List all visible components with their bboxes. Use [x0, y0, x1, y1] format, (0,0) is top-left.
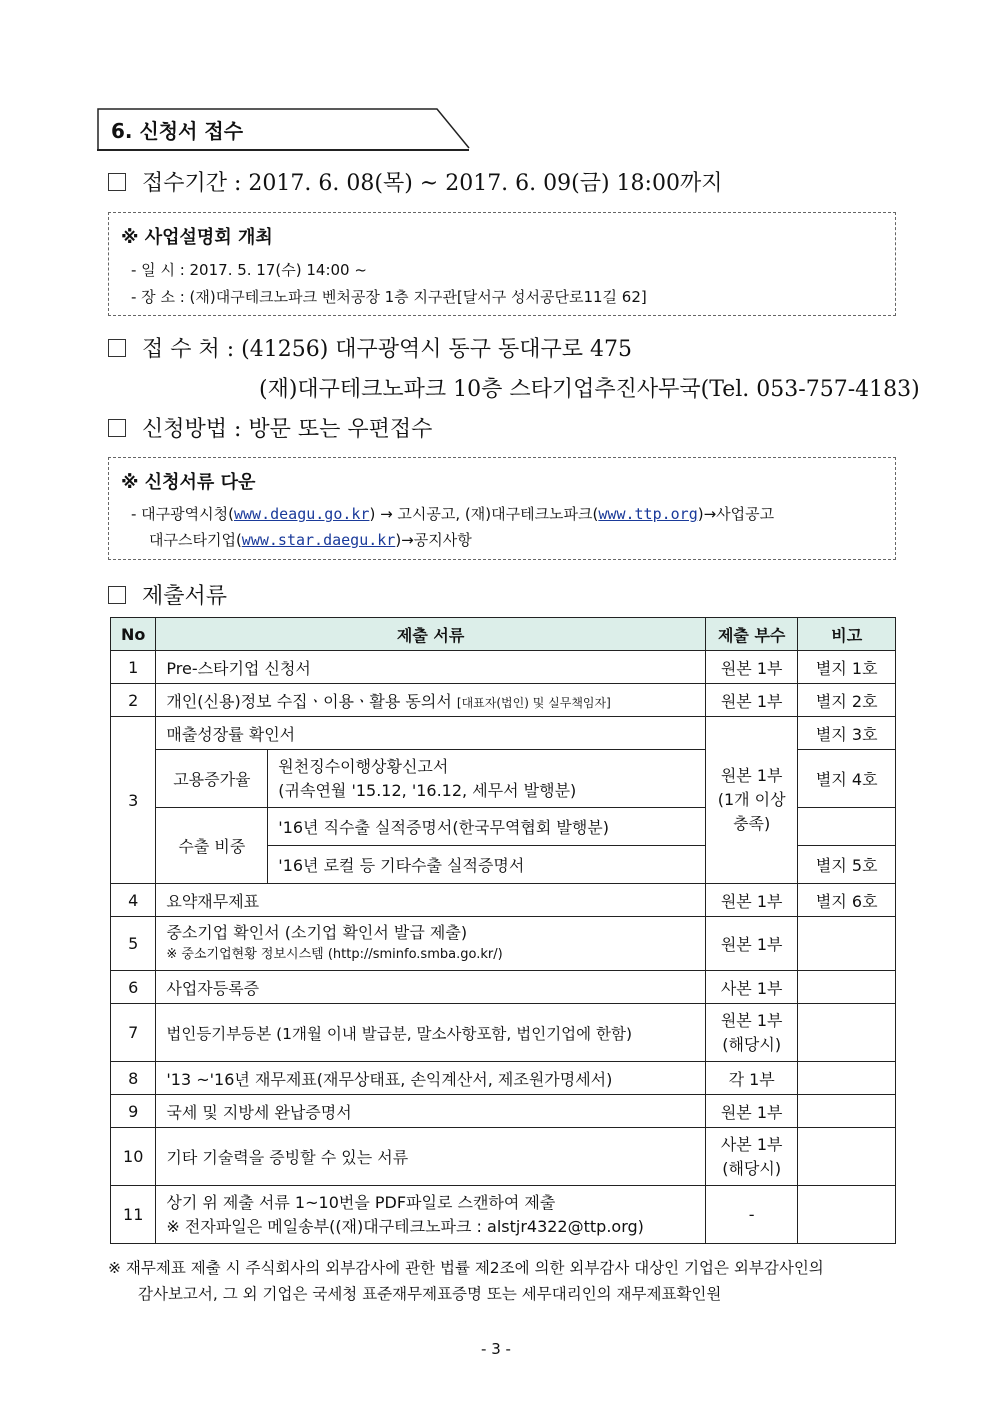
briefing-box: [108, 212, 896, 316]
row-note: 별지 1호: [798, 651, 896, 684]
copies-line: 사본 1부: [720, 1134, 783, 1154]
row-doc: 기타 기술력을 증빙할 수 있는 서류: [156, 1128, 705, 1186]
row-copies: 원본 1부: [705, 884, 798, 917]
row-sublabel: 고용증가율: [156, 750, 268, 808]
row-note: [798, 917, 896, 971]
page-number: - 3 -: [481, 1340, 511, 1358]
table-row: [111, 1062, 896, 1095]
row-note: [798, 1128, 896, 1186]
briefing-date: - 일 시 : 2017. 5. 17(수) 14:00 ~: [131, 261, 367, 279]
row-doc: '16년 직수출 실적증명서(한국무역협회 발행분): [268, 808, 706, 846]
star-link[interactable]: www.star.daegu.kr: [241, 531, 396, 549]
table-row: [111, 1095, 896, 1128]
copies-line: (해당시): [722, 1034, 782, 1054]
checkbox-square-icon: [108, 339, 126, 357]
row-doc-small: [대표자(법인) 및 실무책임자]: [456, 695, 611, 710]
row-no: 4: [111, 884, 156, 917]
row-doc-line: 상기 위 제출 서류 1~10번을 PDF파일로 스캔하여 제출: [166, 1192, 556, 1212]
header-copies: 제출 부수: [705, 618, 798, 651]
row-copies: 사본 1부: [705, 971, 798, 1004]
row-copies: 원본 1부: [705, 684, 798, 717]
table-row: [111, 651, 896, 684]
row-copies: 원본 1부: [705, 917, 798, 971]
row-no: 5: [111, 917, 156, 971]
ttp-link[interactable]: www.ttp.org: [598, 505, 698, 523]
download-text: )→공지사항: [395, 531, 472, 549]
table-row: [111, 1004, 896, 1062]
method-item: [108, 412, 432, 443]
header-note: 비고: [798, 618, 896, 651]
footnote-line-2: 감사보고서, 그 외 기업은 국세청 표준재무제표증명 또는 세무대리인의 재무제표확인원: [138, 1285, 722, 1303]
row-doc: [156, 684, 705, 717]
row-note: [798, 1004, 896, 1062]
row-no: 10: [111, 1128, 156, 1186]
row-no: 9: [111, 1095, 156, 1128]
row-doc: 요약재무제표: [156, 884, 705, 917]
checkbox-square-icon: [108, 173, 126, 191]
deagu-link[interactable]: www.deagu.go.kr: [233, 505, 370, 523]
row-note: [798, 808, 896, 846]
period-item: [108, 166, 722, 197]
row-doc-line: 중소기업 확인서 (소기업 확인서 발급 제출): [166, 922, 468, 942]
section-title: 6. 신청서 접수: [111, 119, 244, 143]
reception-office: (재)대구테크노파크 10층 스타기업추진사무국(Tel. 053-757-4183): [259, 377, 920, 402]
row-doc-text: 개인(신용)정보 수집ㆍ이용ㆍ활용 동의서: [166, 691, 452, 711]
row-copies: [705, 1004, 798, 1062]
row-no: 11: [111, 1186, 156, 1244]
download-line-1: [131, 503, 774, 524]
row-no: 7: [111, 1004, 156, 1062]
download-text: ) → 고시공고, (재)대구테크노파크(: [369, 505, 599, 523]
download-title: ※ 신청서류 다운: [121, 472, 256, 493]
footnote: [108, 1255, 908, 1307]
table-header-row: [111, 618, 896, 651]
copies-line: (1개 이상: [717, 790, 786, 809]
checkbox-square-icon: [108, 419, 126, 437]
row-doc: [268, 750, 706, 808]
download-box: [108, 457, 896, 560]
row-doc: 국세 및 지방세 완납증명서: [156, 1095, 705, 1128]
row-note: 별지 6호: [798, 884, 896, 917]
row-note: 별지 4호: [798, 750, 896, 808]
header-doc: 제출 서류: [156, 618, 705, 651]
copies-line: (해당시): [722, 1158, 782, 1178]
table-row: [111, 884, 896, 917]
row-doc: 사업자등록증: [156, 971, 705, 1004]
row-note: 별지 3호: [798, 717, 896, 750]
checkbox-square-icon: [108, 586, 126, 604]
row-doc: Pre-스타기업 신청서: [156, 651, 705, 684]
section-title-box: [97, 108, 472, 152]
row-doc: 매출성장률 확인서: [156, 717, 705, 750]
row-no: 6: [111, 971, 156, 1004]
table-row: [111, 971, 896, 1004]
row-doc-line: 원천징수이행상황신고서: [278, 756, 449, 776]
row-note: 별지 5호: [798, 846, 896, 884]
row-note: [798, 1062, 896, 1095]
table-row: [111, 717, 896, 750]
row-note: [798, 971, 896, 1004]
row-no: 3: [111, 717, 156, 884]
row-doc: '16년 로컬 등 기타수출 실적증명서: [268, 846, 706, 884]
row-doc-line: ※ 전자파일은 메일송부((재)대구테크노파크 : alstjr4322@ttp.org): [166, 1216, 644, 1236]
header-no: No: [111, 618, 156, 651]
download-text: 대구스타기업(: [149, 531, 242, 549]
table-row: [111, 1128, 896, 1186]
download-text: )→사업공고: [697, 505, 775, 523]
row-copies: 원본 1부: [705, 651, 798, 684]
reception-address: 접 수 처 : (41256) 대구광역시 동구 동대구로 475: [142, 337, 633, 362]
briefing-place: - 장 소 : (재)대구테크노파크 벤처공장 1층 지구관[달서구 성서공단로11길 62]: [131, 288, 647, 306]
row-note: [798, 1095, 896, 1128]
row-doc-line: (귀속연월 '15.12, '16.12, 세무서 발행분): [278, 780, 577, 800]
row-copies: 원본 1부: [705, 1095, 798, 1128]
row-doc: 법인등기부등본 (1개월 이내 발급분, 말소사항포함, 법인기업에 한함): [156, 1004, 705, 1062]
row-copies: [705, 717, 798, 884]
row-note: 별지 2호: [798, 684, 896, 717]
row-copies: 각 1부: [705, 1062, 798, 1095]
row-doc-sub: ※ 중소기업현황 정보시스템 (http://sminfo.smba.go.kr/): [166, 946, 503, 962]
docs-heading: 제출서류: [142, 584, 228, 609]
copies-line: 충족): [733, 814, 771, 833]
row-no: 1: [111, 651, 156, 684]
row-doc: [156, 1186, 705, 1244]
submission-documents-table: [110, 617, 896, 1244]
copies-line: 원본 1부: [720, 766, 783, 785]
row-copies: [705, 1128, 798, 1186]
period-text: 접수기간 : 2017. 6. 08(목) ~ 2017. 6. 09(금) 18:00까지: [142, 171, 723, 196]
row-copies: -: [705, 1186, 798, 1244]
method-text: 신청방법 : 방문 또는 우편접수: [142, 417, 433, 442]
table-row: [111, 684, 896, 717]
table-row: [111, 917, 896, 971]
footnote-line-1: ※ 재무제표 제출 시 주식회사의 외부감사에 관한 법률 제2조에 의한 외부감사 대상인 기업은 외부감사인의: [108, 1259, 824, 1277]
row-note: [798, 1186, 896, 1244]
copies-line: 원본 1부: [720, 1010, 783, 1030]
docs-heading-item: [108, 579, 227, 610]
row-no: 2: [111, 684, 156, 717]
reception-item: [108, 332, 632, 363]
table-row: [111, 1186, 896, 1244]
briefing-title: ※ 사업설명회 개최: [121, 227, 273, 248]
row-doc: [156, 917, 705, 971]
download-line-2: [149, 529, 472, 550]
download-text: - 대구광역시청(: [131, 505, 234, 523]
row-no: 8: [111, 1062, 156, 1095]
row-sublabel: 수출 비중: [156, 808, 268, 884]
row-doc: '13 ~'16년 재무제표(재무상태표, 손익계산서, 제조원가명세서): [156, 1062, 705, 1095]
